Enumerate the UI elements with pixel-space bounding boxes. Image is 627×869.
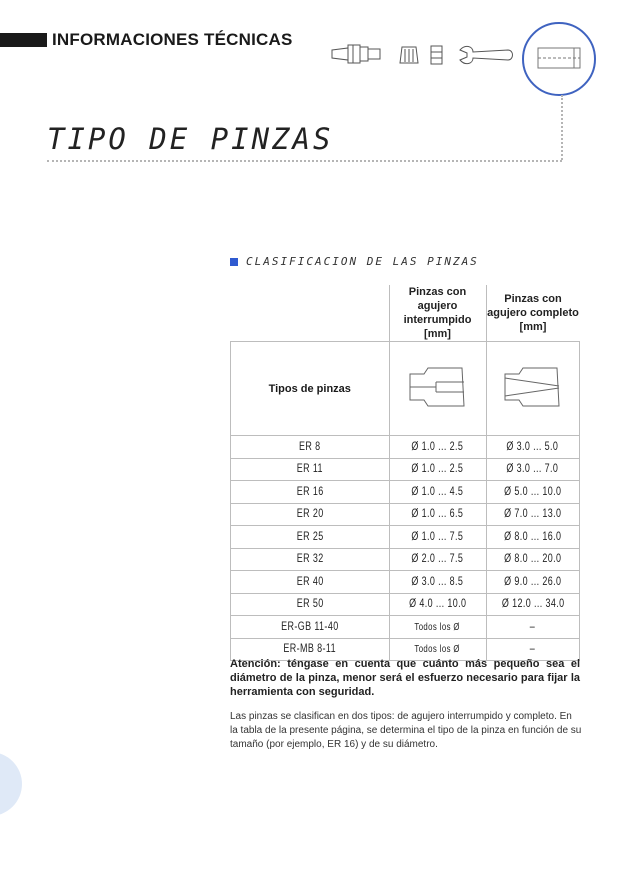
table-row bbox=[231, 436, 580, 459]
tool-holder-icon bbox=[332, 45, 380, 63]
type-text: ER 8 bbox=[298, 440, 321, 453]
wrench-icon bbox=[460, 46, 513, 63]
type-cell bbox=[231, 526, 390, 549]
interrupted-text: Ø 1.0 ... 4.5 bbox=[411, 485, 464, 498]
type-cell bbox=[231, 481, 390, 504]
complete-text: Ø 8.0 ... 20.0 bbox=[504, 553, 562, 566]
interrupted-cell bbox=[389, 458, 486, 481]
collet-table bbox=[230, 285, 580, 661]
complete-collet-icon bbox=[501, 364, 565, 410]
blue-square-icon bbox=[230, 258, 238, 266]
interrupted-text: Ø 1.0 ... 2.5 bbox=[411, 463, 464, 476]
type-cell bbox=[231, 593, 390, 616]
cylinder-icon bbox=[524, 24, 594, 94]
type-text: ER 25 bbox=[296, 530, 324, 543]
complete-cell bbox=[486, 593, 580, 616]
section-heading bbox=[230, 255, 479, 268]
type-cell bbox=[231, 458, 390, 481]
highlight-circle bbox=[522, 22, 596, 96]
complete-cell bbox=[486, 526, 580, 549]
interrupted-cell bbox=[389, 616, 486, 639]
type-cell bbox=[231, 548, 390, 571]
table-header-interrupted: Pinzas con agujero interrumpido [mm] bbox=[389, 285, 486, 342]
warning-text: Atención: téngase en cuenta que cuánto más pequeño sea el diámetro de la pinza, menor será el esfuerzo necesario para fijar la herramienta con seguridad. bbox=[230, 658, 580, 698]
row-label: Tipos de pinzas bbox=[231, 342, 390, 436]
corner-decoration bbox=[0, 752, 22, 816]
table-header-empty bbox=[231, 285, 390, 342]
interrupted-text: Ø 1.0 ... 6.5 bbox=[411, 508, 464, 521]
table-row bbox=[231, 503, 580, 526]
interrupted-collet-icon bbox=[406, 364, 470, 410]
complete-cell bbox=[486, 436, 580, 459]
table-row bbox=[231, 571, 580, 594]
interrupted-text: Ø 2.0 ... 7.5 bbox=[411, 553, 464, 566]
header-title: INFORMACIONES TÉCNICAS bbox=[52, 30, 293, 49]
interrupted-cell bbox=[389, 548, 486, 571]
type-text: ER 11 bbox=[296, 463, 323, 476]
complete-cell bbox=[486, 571, 580, 594]
interrupted-cell bbox=[389, 436, 486, 459]
type-cell bbox=[231, 571, 390, 594]
interrupted-cell bbox=[389, 481, 486, 504]
tools-illustration bbox=[330, 38, 520, 72]
complete-text: Ø 5.0 ... 10.0 bbox=[504, 485, 562, 498]
complete-text: Ø 8.0 ... 16.0 bbox=[504, 530, 562, 543]
type-text: ER-GB 11-40 bbox=[281, 620, 339, 633]
complete-cell bbox=[486, 458, 580, 481]
complete-cell bbox=[486, 616, 580, 639]
dotted-divider bbox=[47, 160, 562, 162]
table-row bbox=[231, 526, 580, 549]
complete-text: – bbox=[530, 643, 536, 656]
complete-cell bbox=[486, 481, 580, 504]
complete-text: – bbox=[530, 620, 536, 633]
collet-icon bbox=[400, 47, 418, 63]
complete-text: Ø 7.0 ... 13.0 bbox=[504, 508, 562, 521]
interrupted-cell bbox=[389, 571, 486, 594]
table-row bbox=[231, 616, 580, 639]
complete-text: Ø 3.0 ... 5.0 bbox=[506, 440, 559, 453]
nut-icon bbox=[431, 46, 442, 64]
interrupted-cell bbox=[389, 503, 486, 526]
interrupted-text: Ø 3.0 ... 8.5 bbox=[411, 575, 464, 588]
table-row bbox=[231, 593, 580, 616]
complete-text: Ø 3.0 ... 7.0 bbox=[506, 463, 559, 476]
type-text: ER-MB 8-11 bbox=[283, 643, 337, 656]
type-text: ER 40 bbox=[296, 575, 324, 588]
interrupted-text: Todos los Ø bbox=[414, 621, 461, 633]
type-text: ER 16 bbox=[296, 485, 324, 498]
interrupted-text: Ø 1.0 ... 7.5 bbox=[411, 530, 464, 543]
interrupted-cell bbox=[389, 593, 486, 616]
section-title: CLASIFICACION DE LAS PINZAS bbox=[246, 255, 479, 268]
header-bar bbox=[0, 33, 47, 47]
table-header-complete: Pinzas con agujero completo [mm] bbox=[487, 293, 579, 333]
table-image-row bbox=[231, 342, 580, 436]
complete-cell bbox=[486, 503, 580, 526]
type-cell bbox=[231, 503, 390, 526]
complete-text: Ø 9.0 ... 26.0 bbox=[504, 575, 562, 588]
type-text: ER 32 bbox=[296, 553, 324, 566]
dotted-divider-vertical bbox=[561, 95, 563, 160]
interrupted-text: Ø 1.0 ... 2.5 bbox=[411, 440, 464, 453]
type-text: ER 50 bbox=[296, 598, 324, 611]
interrupted-cell bbox=[389, 526, 486, 549]
type-text: ER 20 bbox=[296, 508, 324, 521]
type-cell bbox=[231, 436, 390, 459]
body-text: Las pinzas se clasifican en dos tipos: de agujero interrumpido y completo. En la tabla de la presente página, se determina el tipo de la pinza en función de su tamaño (por ejemplo, ER 16) y de su diámetro. bbox=[230, 711, 582, 750]
table-row bbox=[231, 548, 580, 571]
complete-cell bbox=[486, 548, 580, 571]
interrupted-collet-cell bbox=[389, 342, 486, 436]
table-row bbox=[231, 481, 580, 504]
complete-collet-cell bbox=[486, 342, 580, 436]
table-header-row bbox=[231, 285, 580, 342]
table-row bbox=[231, 458, 580, 481]
interrupted-text: Todos los Ø bbox=[414, 644, 461, 656]
interrupted-text: Ø 4.0 ... 10.0 bbox=[408, 598, 467, 611]
type-cell bbox=[231, 616, 390, 639]
complete-text: Ø 12.0 ... 34.0 bbox=[501, 598, 565, 611]
page-title: TIPO DE PINZAS bbox=[47, 122, 334, 156]
